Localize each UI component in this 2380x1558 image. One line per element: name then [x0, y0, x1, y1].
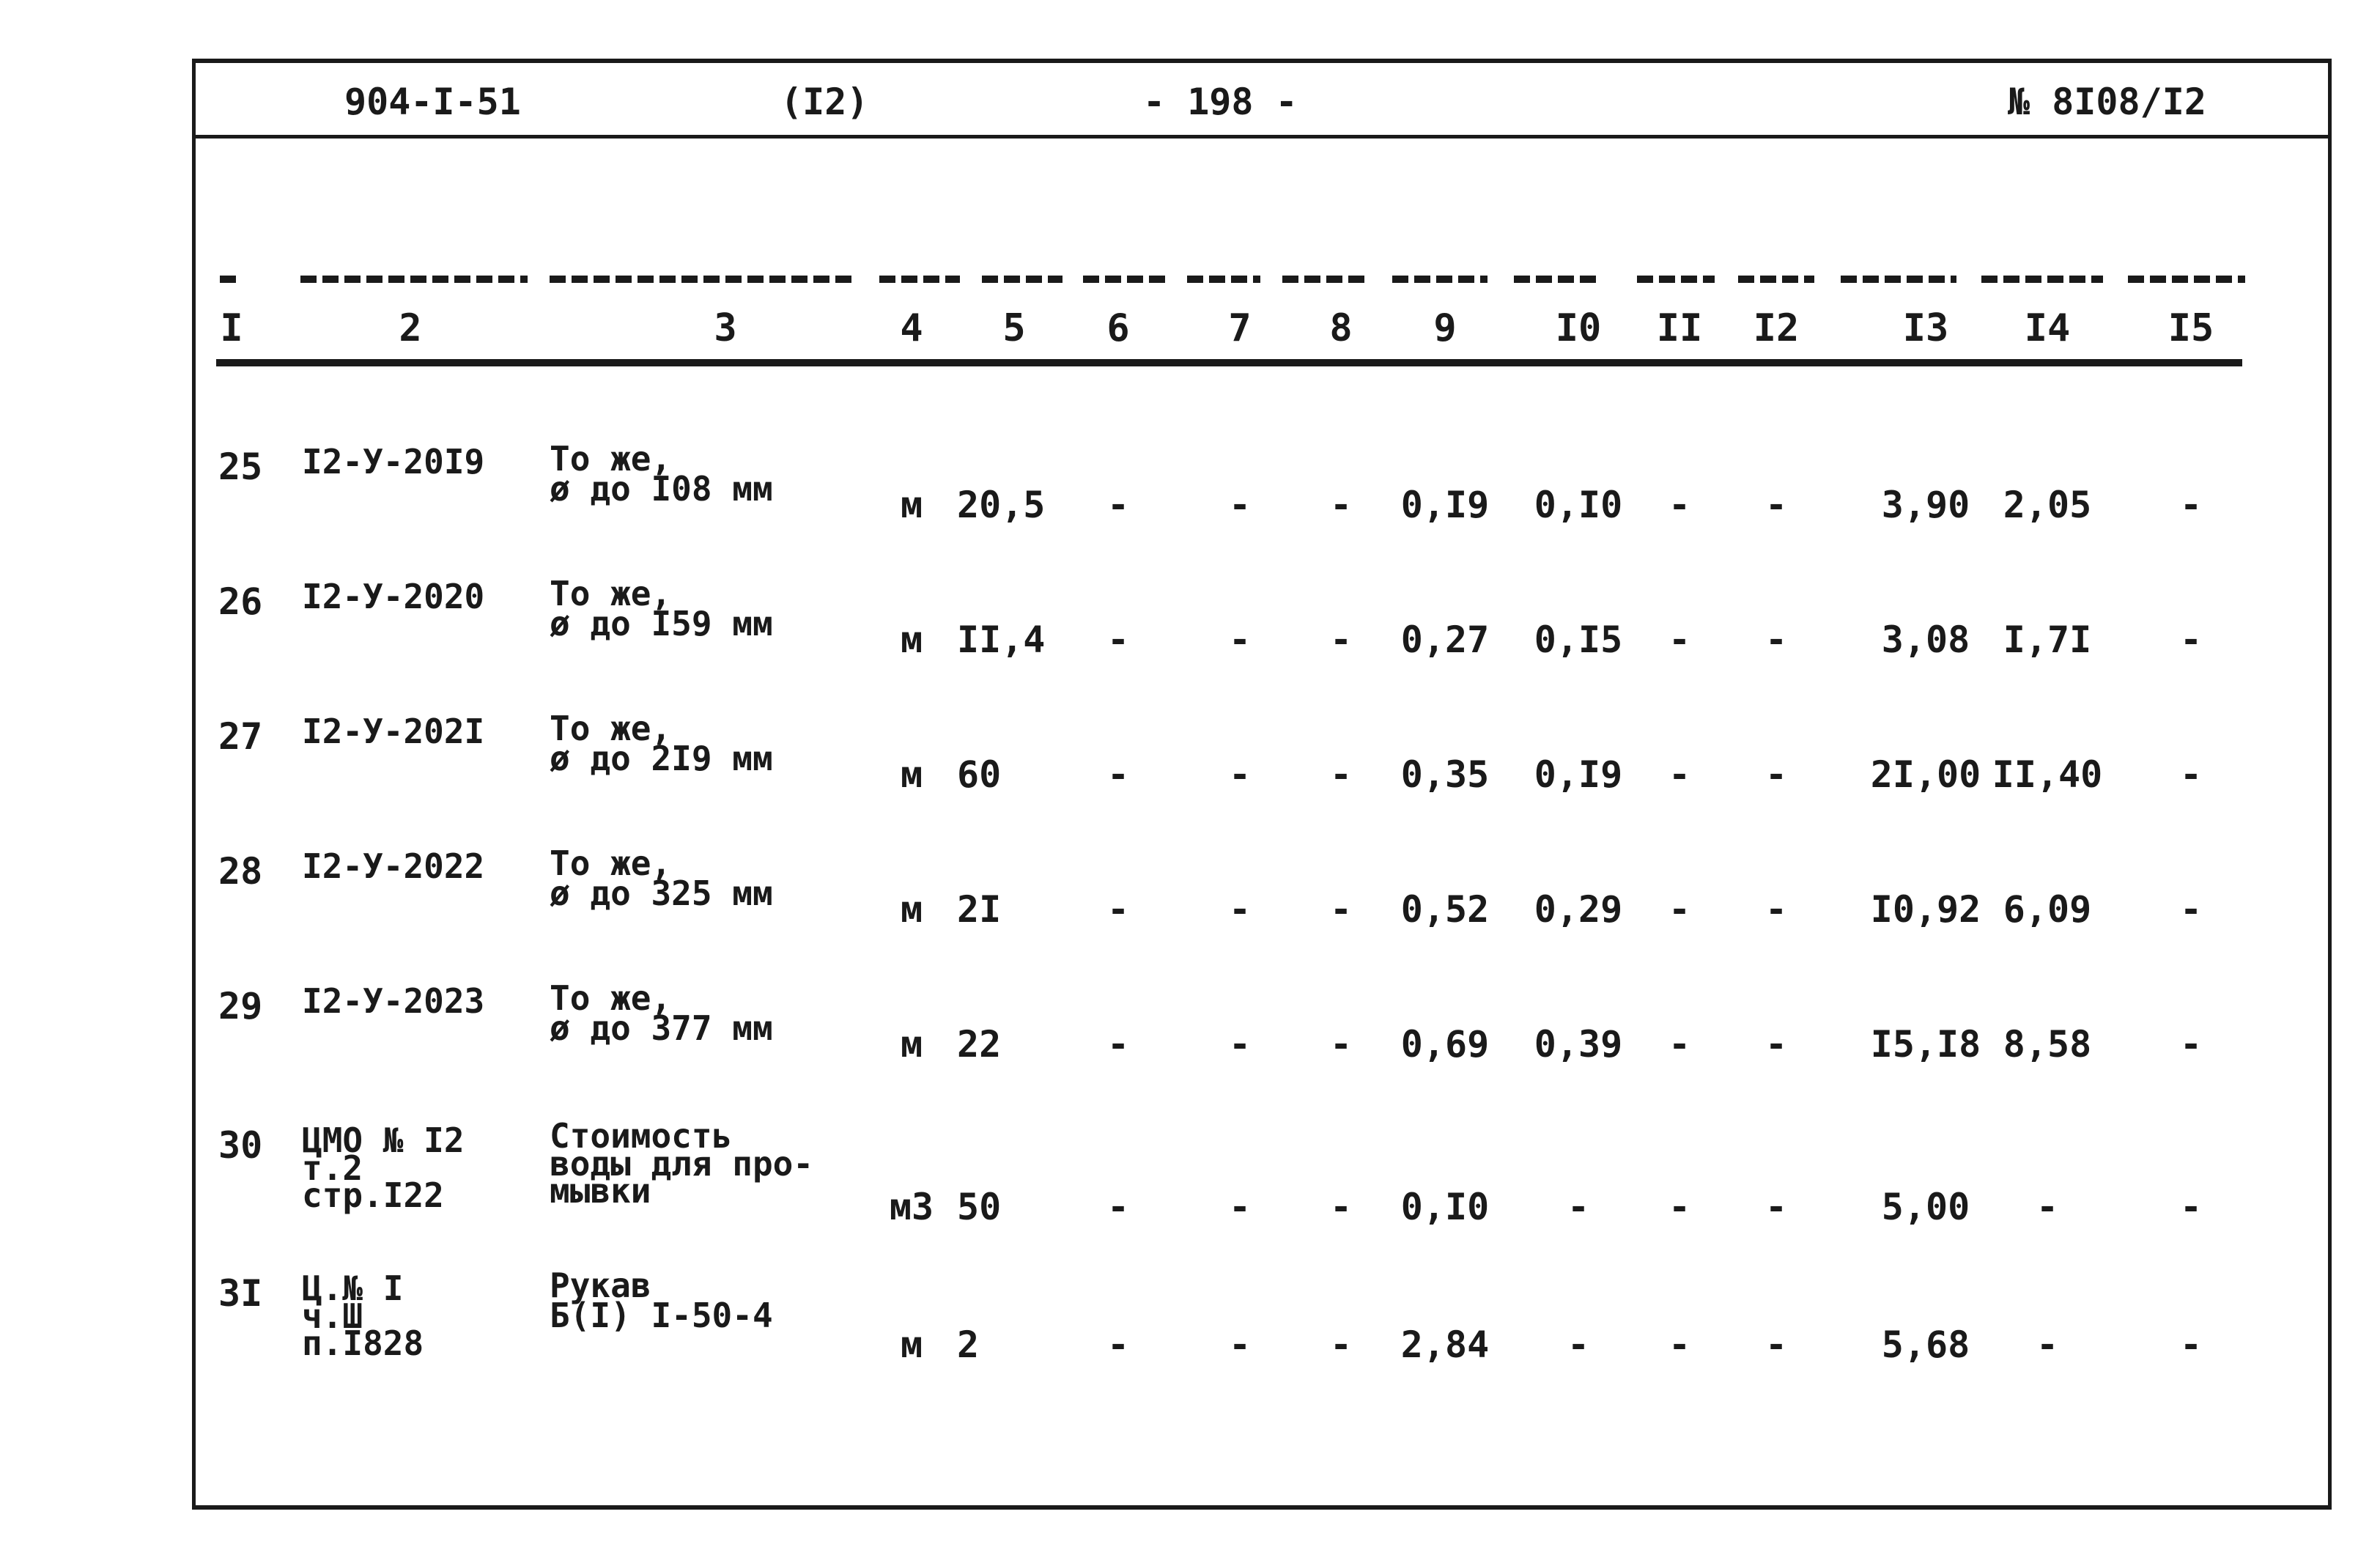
column-rule-12	[1738, 276, 1814, 283]
header-divider	[192, 135, 2332, 139]
row-unit: м3	[889, 1186, 934, 1228]
row-col-10: 0,I9	[1534, 753, 1623, 796]
row-col-11: -	[1668, 619, 1691, 661]
row-code: I2-У-2020	[302, 577, 485, 616]
row-col-7: -	[1228, 484, 1252, 526]
column-rule-15	[2128, 276, 2245, 283]
row-code: I2-У-2022	[302, 846, 485, 886]
row-col-15: -	[2179, 484, 2203, 526]
row-code: ЦМО № I2 т.2 стр.I22	[302, 1120, 465, 1216]
row-col-7: -	[1228, 1323, 1252, 1366]
row-quantity: 2	[957, 1323, 980, 1366]
row-col-6: -	[1106, 888, 1130, 931]
doc-code: 904-I-51	[344, 81, 521, 123]
row-col-10: -	[1567, 1186, 1590, 1228]
row-col-12: -	[1764, 1186, 1788, 1228]
row-col-15: -	[2179, 1023, 2203, 1066]
row-col-9: 0,35	[1400, 753, 1490, 796]
row-col-13: 5,68	[1881, 1323, 1970, 1366]
row-description: Рукав Б(I) I-50-4	[550, 1266, 773, 1336]
column-number-1: I	[220, 306, 243, 350]
row-description: То же, ø до I59 мм	[550, 574, 773, 644]
column-number-5: 5	[1002, 306, 1026, 350]
row-col-15: -	[2179, 1323, 2203, 1366]
row-description: Стоимость воды для про- мывки	[550, 1116, 814, 1211]
row-col-8: -	[1329, 888, 1353, 931]
row-col-13: 5,00	[1881, 1186, 1970, 1228]
row-col-10: -	[1567, 1323, 1590, 1366]
row-description: То же, ø до 2I9 мм	[550, 709, 773, 779]
row-unit: м	[900, 619, 923, 661]
column-rule-5	[982, 276, 1062, 283]
column-number-2: 2	[399, 306, 422, 350]
row-col-15: -	[2179, 1186, 2203, 1228]
row-number: 30	[218, 1124, 263, 1167]
row-col-9: 0,27	[1400, 619, 1490, 661]
row-number: 26	[218, 580, 263, 623]
column-number-7: 7	[1228, 306, 1252, 350]
document-number: № 8I08/I2	[2008, 81, 2206, 123]
column-number-14: I4	[2024, 306, 2071, 350]
column-rule-3	[550, 276, 857, 283]
column-rule-4	[879, 276, 960, 283]
row-col-14: I,7I	[2003, 619, 2092, 661]
row-number: 28	[218, 850, 263, 893]
row-col-9: 0,69	[1400, 1023, 1490, 1066]
row-col-15: -	[2179, 753, 2203, 796]
row-col-9: 0,I9	[1400, 484, 1490, 526]
row-col-14: -	[2036, 1323, 2059, 1366]
row-unit: м	[900, 1323, 923, 1366]
row-col-8: -	[1329, 619, 1353, 661]
row-code: I2-У-20I9	[302, 442, 485, 481]
column-rule-13	[1841, 276, 1956, 283]
column-rule-1	[220, 276, 242, 283]
row-col-15: -	[2179, 888, 2203, 931]
row-col-6: -	[1106, 484, 1130, 526]
row-col-7: -	[1228, 753, 1252, 796]
row-col-8: -	[1329, 484, 1353, 526]
row-quantity: 2I	[957, 888, 1002, 931]
row-quantity: 22	[957, 1023, 1002, 1066]
row-col-11: -	[1668, 1023, 1691, 1066]
row-col-9: 0,52	[1400, 888, 1490, 931]
row-col-7: -	[1228, 1186, 1252, 1228]
row-quantity: 60	[957, 753, 1002, 796]
row-col-8: -	[1329, 1186, 1353, 1228]
row-col-8: -	[1329, 1023, 1353, 1066]
row-quantity: 50	[957, 1186, 1002, 1228]
row-col-14: 2,05	[2003, 484, 2092, 526]
row-col-8: -	[1329, 1323, 1353, 1366]
column-number-15: I5	[2168, 306, 2214, 350]
column-number-13: I3	[1902, 306, 1949, 350]
row-col-12: -	[1764, 1323, 1788, 1366]
row-col-7: -	[1228, 619, 1252, 661]
column-rule-2	[300, 276, 528, 283]
row-col-10: 0,29	[1534, 888, 1623, 931]
column-rule-6	[1083, 276, 1165, 283]
column-rule-11	[1637, 276, 1715, 283]
row-col-12: -	[1764, 484, 1788, 526]
row-description: То же, ø до I08 мм	[550, 439, 773, 509]
column-number-11: II	[1656, 306, 1703, 350]
row-col-13: 3,08	[1881, 619, 1970, 661]
row-unit: м	[900, 1023, 923, 1066]
column-number-3: 3	[714, 306, 737, 350]
row-col-14: 8,58	[2003, 1023, 2092, 1066]
row-col-15: -	[2179, 619, 2203, 661]
row-col-9: 2,84	[1400, 1323, 1490, 1366]
row-description: То же, ø до 325 мм	[550, 843, 773, 914]
row-col-10: 0,I5	[1534, 619, 1623, 661]
row-col-11: -	[1668, 1186, 1691, 1228]
row-unit: м	[900, 888, 923, 931]
row-col-13: I0,92	[1870, 888, 1981, 931]
column-number-12: I2	[1753, 306, 1800, 350]
row-col-7: -	[1228, 1023, 1252, 1066]
section-number: (I2)	[780, 81, 869, 123]
row-unit: м	[900, 753, 923, 796]
row-code: I2-У-2023	[302, 981, 485, 1021]
row-col-6: -	[1106, 1323, 1130, 1366]
row-quantity: II,4	[957, 619, 1046, 661]
row-col-9: 0,I0	[1400, 1186, 1490, 1228]
row-number: 27	[218, 715, 263, 758]
row-col-14: 6,09	[2003, 888, 2092, 931]
row-col-11: -	[1668, 888, 1691, 931]
row-number: 29	[218, 985, 263, 1027]
row-col-13: 3,90	[1881, 484, 1970, 526]
row-number: 25	[218, 446, 263, 488]
row-col-14: II,40	[1992, 753, 2103, 796]
column-rule-8	[1282, 276, 1370, 283]
row-unit: м	[900, 484, 923, 526]
column-number-6: 6	[1106, 306, 1130, 350]
column-rule-14	[1981, 276, 2103, 283]
page-number: - 198 -	[1143, 81, 1298, 123]
row-description: То же, ø до 377 мм	[550, 978, 773, 1049]
row-col-6: -	[1106, 753, 1130, 796]
header-thick-rule	[216, 359, 2242, 366]
row-col-13: I5,I8	[1870, 1023, 1981, 1066]
row-col-11: -	[1668, 1323, 1691, 1366]
column-number-4: 4	[900, 306, 923, 350]
row-code: I2-У-202I	[302, 712, 485, 751]
row-col-6: -	[1106, 619, 1130, 661]
column-number-9: 9	[1433, 306, 1457, 350]
row-number: 3I	[218, 1272, 263, 1315]
row-col-11: -	[1668, 484, 1691, 526]
row-col-6: -	[1106, 1023, 1130, 1066]
row-col-6: -	[1106, 1186, 1130, 1228]
row-col-12: -	[1764, 619, 1788, 661]
column-number-8: 8	[1329, 306, 1353, 350]
row-quantity: 20,5	[957, 484, 1046, 526]
row-col-12: -	[1764, 888, 1788, 931]
column-number-10: I0	[1555, 306, 1602, 350]
row-col-7: -	[1228, 888, 1252, 931]
row-col-11: -	[1668, 753, 1691, 796]
row-col-10: 0,I0	[1534, 484, 1623, 526]
column-rule-10	[1514, 276, 1597, 283]
column-rule-9	[1392, 276, 1488, 283]
row-col-13: 2I,00	[1870, 753, 1981, 796]
row-col-12: -	[1764, 1023, 1788, 1066]
column-rule-7	[1187, 276, 1260, 283]
row-col-10: 0,39	[1534, 1023, 1623, 1066]
row-col-14: -	[2036, 1186, 2059, 1228]
row-code: Ц.№ I ч.Ш п.I828	[302, 1269, 424, 1364]
row-col-8: -	[1329, 753, 1353, 796]
row-col-12: -	[1764, 753, 1788, 796]
